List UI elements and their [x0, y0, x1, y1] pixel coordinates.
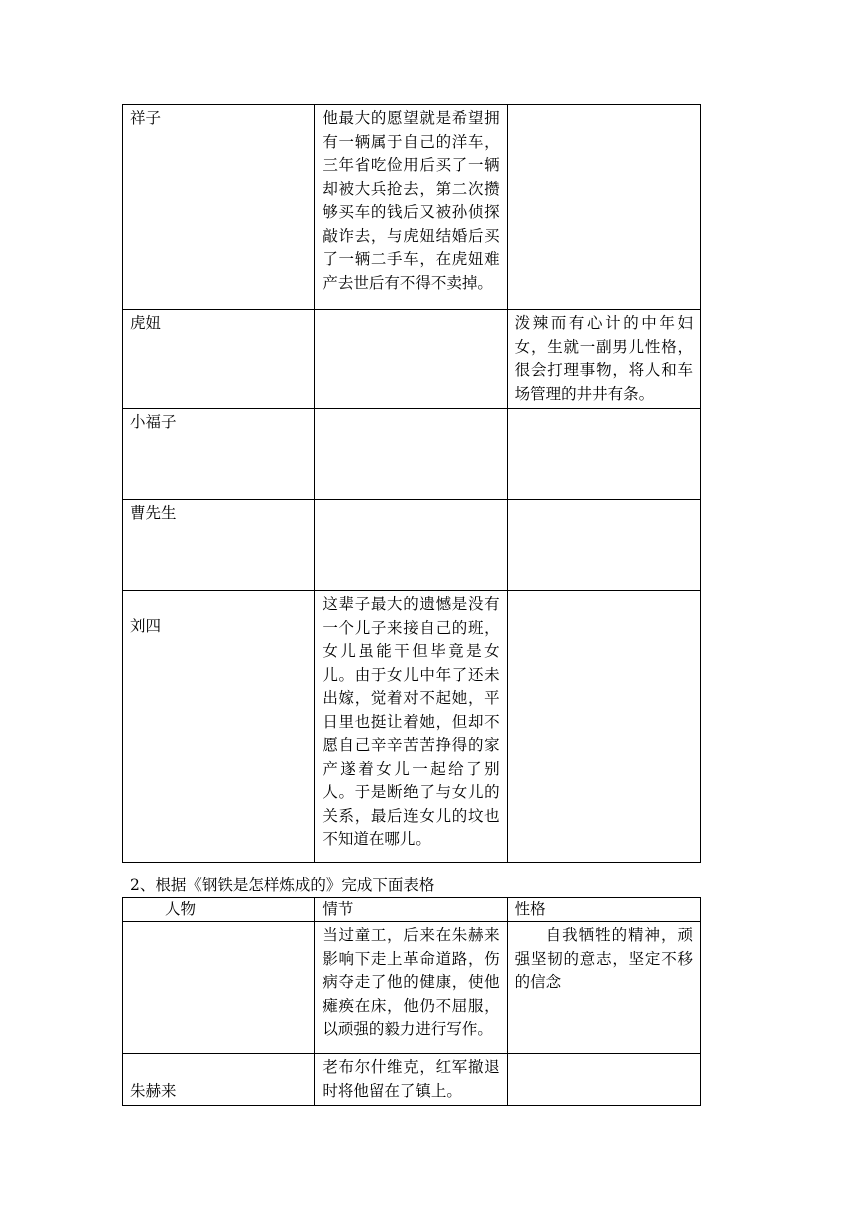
- table-row: [123, 310, 701, 409]
- character-name-cell: 小福子: [123, 409, 315, 500]
- header-plot: 情节: [315, 898, 507, 922]
- trait-cell: 自我牺牲的精神，顽强坚韧的意志，坚定不移的信念: [507, 922, 700, 1054]
- character-name-cell: 朱赫来: [123, 1054, 315, 1106]
- character-name-cell: [123, 922, 315, 1054]
- novel-characters-table: [122, 104, 701, 863]
- trait-cell: [507, 105, 700, 310]
- plot-cell: [315, 500, 507, 591]
- trait-cell: [507, 500, 700, 591]
- plot-cell: [315, 409, 507, 500]
- table-row: [123, 922, 701, 1054]
- plot-cell: 这辈子最大的遗憾是没有一个儿子来接自己的班，女儿虽能干但毕竟是女儿。由于女儿中年了还未出嫁，觉着对不起她，平日里也挺让着她，但却不愿自己辛辛苦苦挣得的家产遂着女儿一起给了别人。于是断绝了与女儿的关系，最后连女儿的坟也不知道在哪儿。: [315, 591, 507, 863]
- trait-cell: [507, 1054, 700, 1106]
- table-header-row: [123, 898, 701, 922]
- steel-novel-characters-table: [122, 897, 701, 1106]
- table-row: [123, 409, 701, 500]
- table-row: [123, 1054, 701, 1106]
- table-row: [123, 591, 701, 863]
- question-2-prompt: 2、根据《钢铁是怎样炼成的》完成下面表格: [130, 876, 435, 894]
- trait-cell: [507, 409, 700, 500]
- character-name-cell: 虎妞: [123, 310, 315, 409]
- character-name-cell: 祥子: [123, 105, 315, 310]
- trait-cell: 泼辣而有心计的中年妇女，生就一副男儿性格，很会打理事物，将人和车场管理的井井有条。: [507, 310, 700, 409]
- header-character: 人物: [123, 898, 315, 922]
- table-row: [123, 500, 701, 591]
- plot-cell: 他最大的愿望就是希望拥有一辆属于自己的洋车，三年省吃俭用后买了一辆却被大兵抢去，第二次攒够买车的钱后又被孙侦探敲诈去，与虎妞结婚后买了一辆二手车，在虎妞难产去世后有不得不卖掉。: [315, 105, 507, 310]
- header-trait: 性格: [507, 898, 700, 922]
- plot-cell: 老布尔什维克，红军撤退时将他留在了镇上。: [315, 1054, 507, 1106]
- character-name-cell: 刘四: [123, 591, 315, 863]
- plot-cell: [315, 310, 507, 409]
- trait-cell: [507, 591, 700, 863]
- table-row: [123, 105, 701, 310]
- plot-cell: 当过童工，后来在朱赫来影响下走上革命道路，伤病夺走了他的健康，使他瘫痪在床，他仍不屈服，以顽强的毅力进行写作。: [315, 922, 507, 1054]
- character-name-cell: 曹先生: [123, 500, 315, 591]
